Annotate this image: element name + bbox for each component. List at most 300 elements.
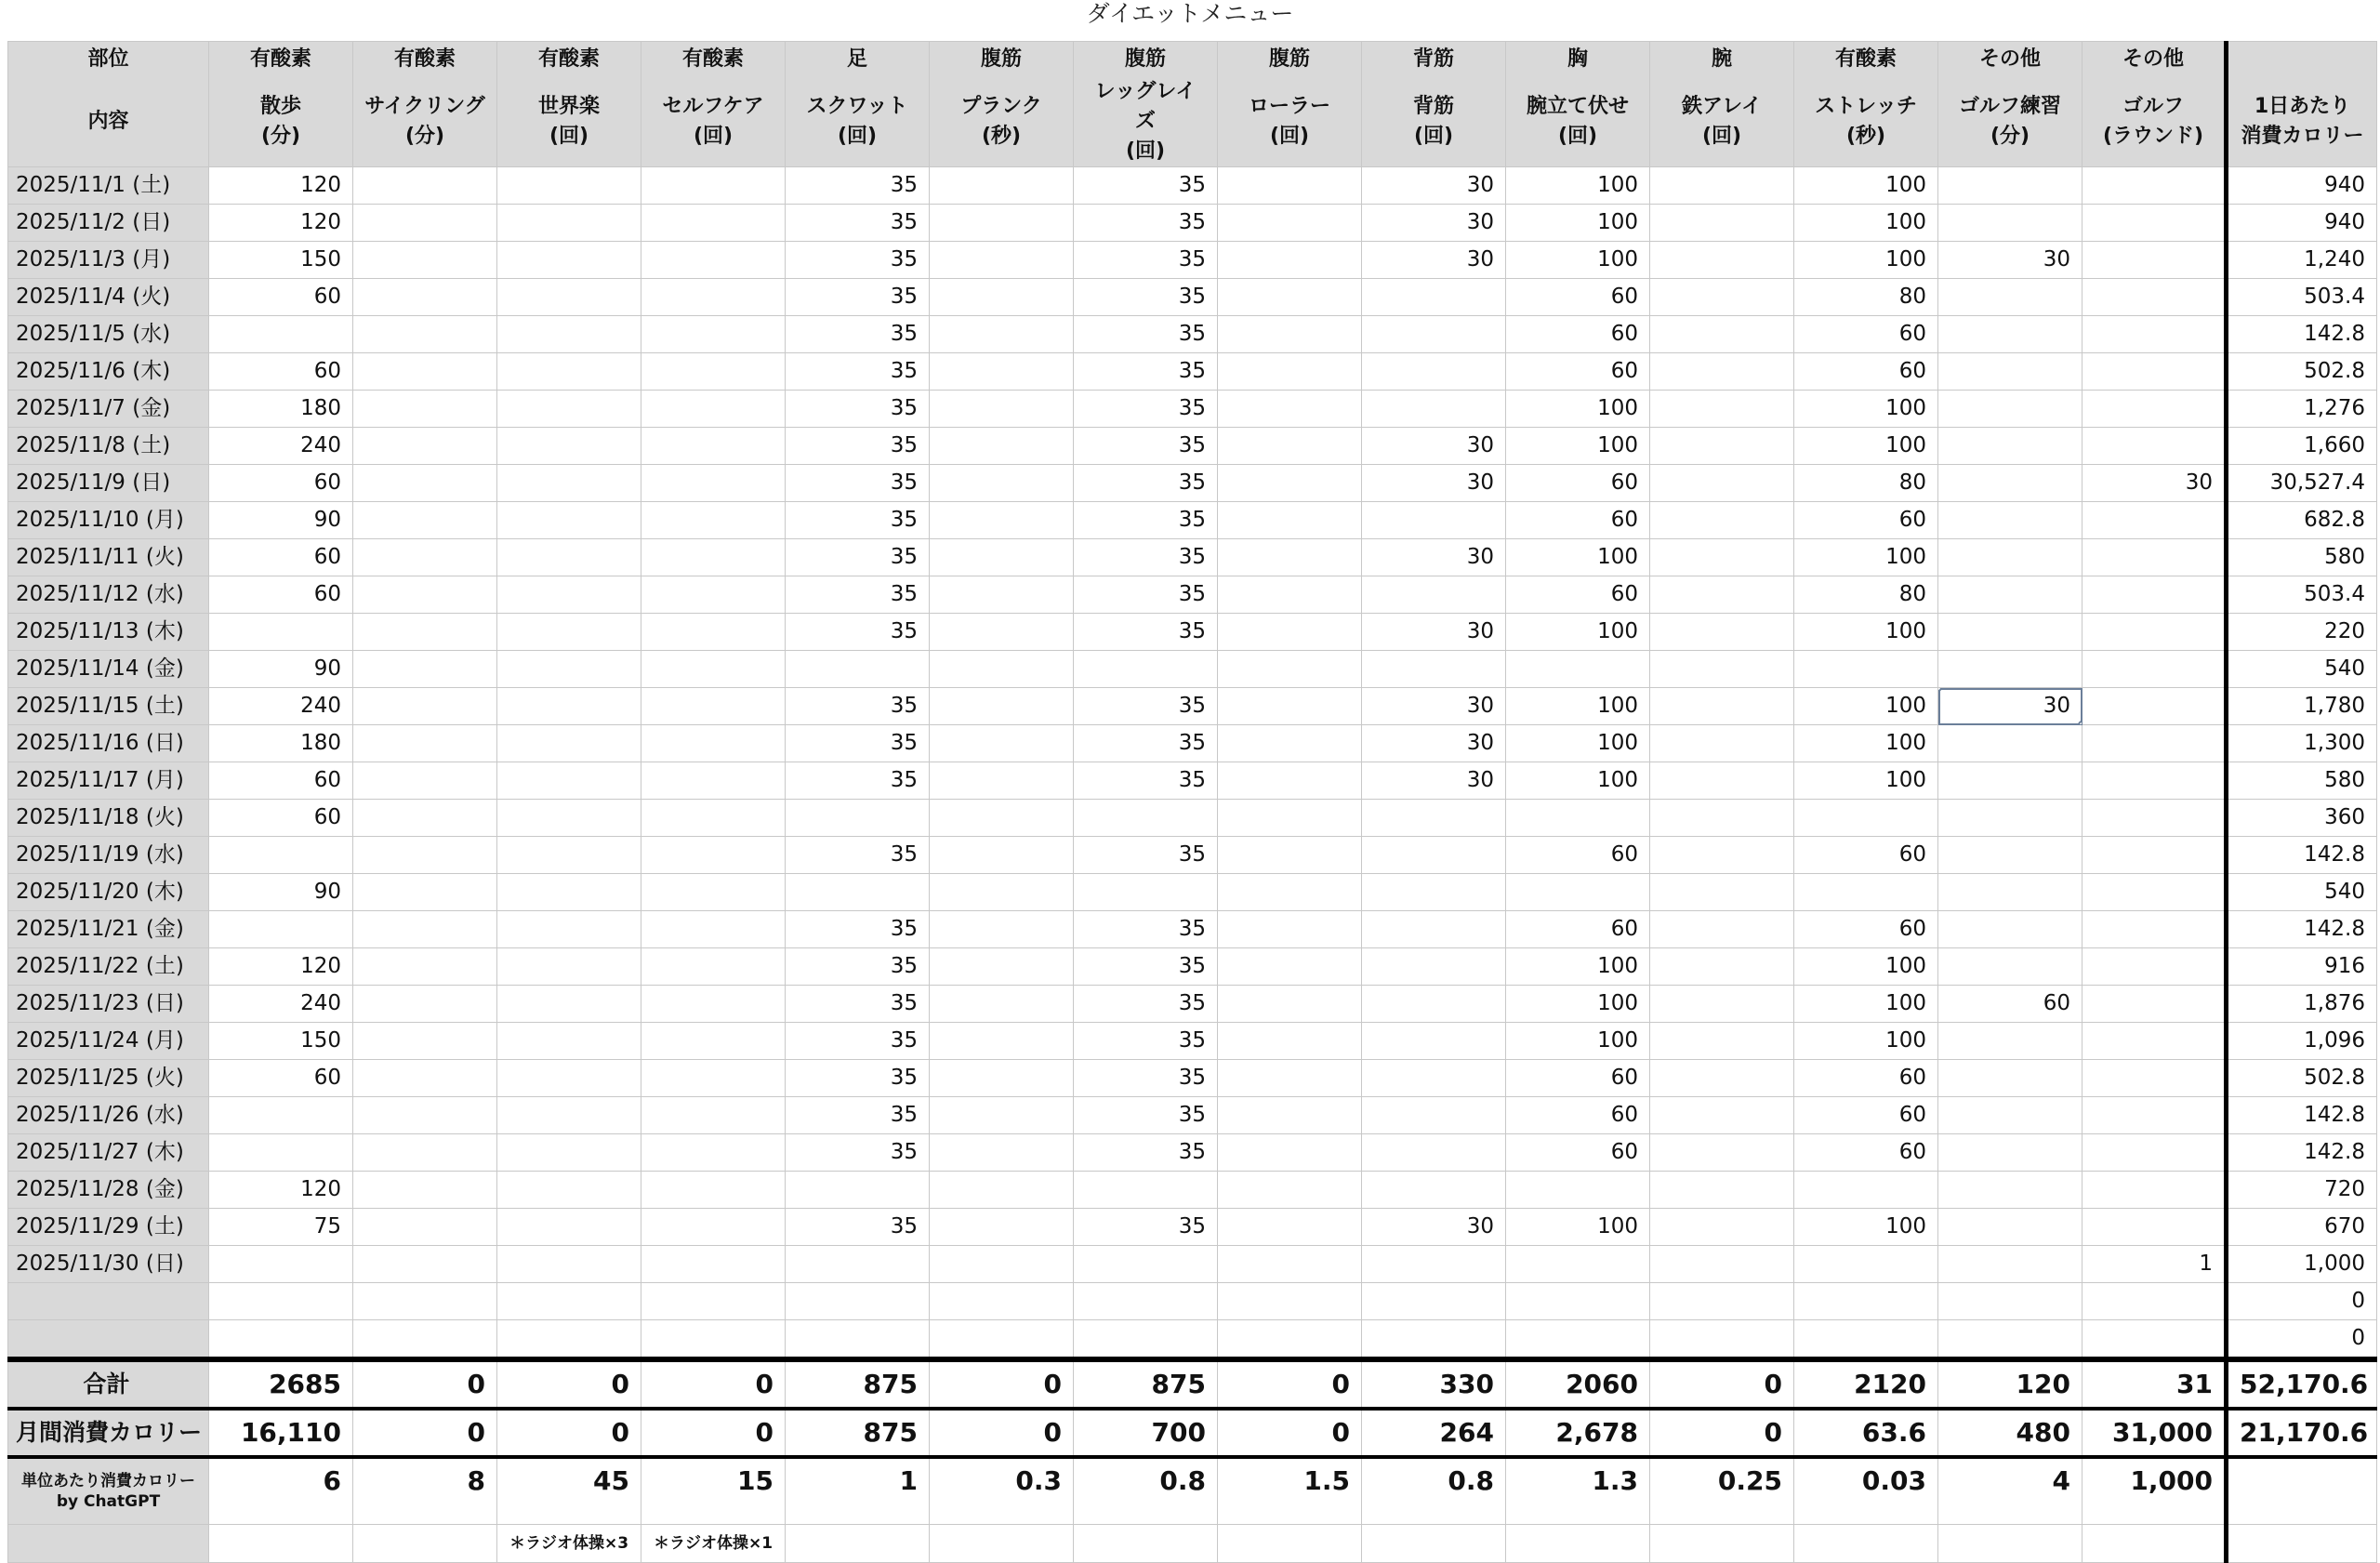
daily-total-cell[interactable]: 220 xyxy=(2227,614,2377,651)
data-cell[interactable]: 35 xyxy=(786,167,930,205)
data-cell[interactable] xyxy=(1794,800,1938,837)
data-cell[interactable]: 60 xyxy=(1506,316,1650,353)
selection-handle-start[interactable] xyxy=(1938,688,1943,693)
data-cell[interactable] xyxy=(1218,1209,1362,1246)
data-cell[interactable]: 240 xyxy=(209,688,353,725)
header-category[interactable]: 有酸素 xyxy=(353,42,497,78)
note-cell[interactable]: ＊ラジオ体操×1 xyxy=(641,1525,786,1563)
data-cell[interactable]: 100 xyxy=(1506,725,1650,762)
data-cell[interactable] xyxy=(497,1320,641,1360)
data-cell[interactable]: 100 xyxy=(1506,948,1650,986)
data-cell[interactable] xyxy=(1362,316,1506,353)
data-cell[interactable] xyxy=(1650,1134,1794,1172)
data-cell[interactable] xyxy=(1362,576,1506,614)
data-cell[interactable] xyxy=(353,1283,497,1320)
monthly-cell[interactable]: 264 xyxy=(1362,1409,1506,1457)
data-cell[interactable]: 35 xyxy=(786,428,930,465)
data-cell[interactable] xyxy=(786,874,930,911)
data-cell[interactable]: 30 xyxy=(1362,428,1506,465)
data-cell[interactable] xyxy=(1938,353,2082,391)
data-cell[interactable] xyxy=(641,1320,786,1360)
monthly-cell[interactable]: 0 xyxy=(353,1409,497,1457)
data-cell[interactable] xyxy=(497,242,641,279)
data-cell[interactable] xyxy=(930,1097,1074,1134)
data-cell[interactable]: 35 xyxy=(786,353,930,391)
data-cell[interactable] xyxy=(641,1209,786,1246)
daily-total-cell[interactable]: 670 xyxy=(2227,1209,2377,1246)
data-cell[interactable] xyxy=(353,465,497,502)
daily-total-cell[interactable]: 142.8 xyxy=(2227,316,2377,353)
data-cell[interactable] xyxy=(2082,1320,2227,1360)
data-cell[interactable] xyxy=(1218,800,1362,837)
data-cell[interactable] xyxy=(1794,1246,1938,1283)
data-cell[interactable] xyxy=(1938,465,2082,502)
data-cell[interactable] xyxy=(2082,688,2227,725)
data-cell[interactable] xyxy=(930,576,1074,614)
data-cell[interactable] xyxy=(353,911,497,948)
monthly-cell[interactable]: 0 xyxy=(930,1409,1074,1457)
header-category[interactable]: 足 xyxy=(786,42,930,78)
data-cell[interactable] xyxy=(497,1283,641,1320)
note-cell[interactable] xyxy=(2082,1525,2227,1563)
data-cell[interactable] xyxy=(353,279,497,316)
monthly-cell[interactable]: 700 xyxy=(1074,1409,1218,1457)
date-cell[interactable]: 2025/11/4 (火) xyxy=(8,279,209,316)
data-cell[interactable] xyxy=(1074,874,1218,911)
data-cell[interactable]: 100 xyxy=(1794,688,1938,725)
unit-calories-cell[interactable]: 1,000 xyxy=(2082,1457,2227,1525)
data-cell[interactable] xyxy=(497,1246,641,1283)
data-cell[interactable] xyxy=(1218,428,1362,465)
data-cell[interactable]: 30 xyxy=(1362,465,1506,502)
data-cell[interactable] xyxy=(1938,800,2082,837)
data-cell[interactable] xyxy=(497,762,641,800)
data-cell[interactable] xyxy=(2082,316,2227,353)
data-cell[interactable] xyxy=(1362,800,1506,837)
data-cell[interactable] xyxy=(1650,1023,1794,1060)
data-cell[interactable] xyxy=(641,353,786,391)
data-cell[interactable] xyxy=(1218,167,1362,205)
data-cell[interactable] xyxy=(1938,1246,2082,1283)
unit-calories-cell[interactable]: 0.03 xyxy=(1794,1457,1938,1525)
data-cell[interactable] xyxy=(1074,800,1218,837)
data-cell[interactable] xyxy=(1650,242,1794,279)
data-cell[interactable] xyxy=(1650,651,1794,688)
header-category[interactable]: 腹筋 xyxy=(1218,42,1362,78)
data-cell[interactable]: 60 xyxy=(1506,1134,1650,1172)
data-cell[interactable] xyxy=(1218,502,1362,539)
date-cell[interactable]: 2025/11/13 (木) xyxy=(8,614,209,651)
data-cell[interactable] xyxy=(786,800,930,837)
data-cell[interactable] xyxy=(497,205,641,242)
data-cell[interactable] xyxy=(930,1209,1074,1246)
data-cell[interactable] xyxy=(1938,911,2082,948)
data-cell[interactable]: 35 xyxy=(786,316,930,353)
date-cell[interactable]: 2025/11/24 (月) xyxy=(8,1023,209,1060)
data-cell[interactable] xyxy=(1938,1172,2082,1209)
data-cell[interactable]: 35 xyxy=(1074,353,1218,391)
date-cell[interactable] xyxy=(8,1320,209,1360)
data-cell[interactable] xyxy=(1650,391,1794,428)
date-cell[interactable] xyxy=(8,1283,209,1320)
note-cell[interactable] xyxy=(353,1525,497,1563)
data-cell[interactable] xyxy=(2082,1209,2227,1246)
data-cell[interactable] xyxy=(1794,1172,1938,1209)
data-cell[interactable] xyxy=(1218,539,1362,576)
data-cell[interactable] xyxy=(1938,1023,2082,1060)
data-cell[interactable] xyxy=(497,688,641,725)
data-cell[interactable]: 60 xyxy=(209,762,353,800)
note-cell[interactable] xyxy=(1362,1525,1506,1563)
data-cell[interactable] xyxy=(1506,800,1650,837)
data-cell[interactable] xyxy=(930,1023,1074,1060)
data-cell[interactable] xyxy=(1218,205,1362,242)
data-cell[interactable] xyxy=(353,1320,497,1360)
data-cell[interactable] xyxy=(2082,948,2227,986)
daily-total-cell[interactable]: 1,096 xyxy=(2227,1023,2377,1060)
header-item[interactable]: 散歩 (分) xyxy=(209,77,353,167)
sum-cell[interactable]: 120 xyxy=(1938,1359,2082,1409)
data-cell[interactable]: 35 xyxy=(1074,948,1218,986)
data-cell[interactable] xyxy=(353,539,497,576)
data-cell[interactable] xyxy=(2082,651,2227,688)
data-cell[interactable] xyxy=(1218,614,1362,651)
unit-calories-cell[interactable]: 6 xyxy=(209,1457,353,1525)
date-cell[interactable]: 2025/11/6 (木) xyxy=(8,353,209,391)
header-label-content[interactable]: 内容 xyxy=(8,77,209,167)
data-cell[interactable]: 35 xyxy=(1074,316,1218,353)
daily-total-cell[interactable]: 142.8 xyxy=(2227,1097,2377,1134)
data-cell[interactable]: 100 xyxy=(1506,1209,1650,1246)
unit-calories-cell[interactable]: 0.25 xyxy=(1650,1457,1794,1525)
header-category[interactable]: 背筋 xyxy=(1362,42,1506,78)
date-cell[interactable]: 2025/11/18 (火) xyxy=(8,800,209,837)
sum-total-cell[interactable]: 52,170.6 xyxy=(2227,1359,2377,1409)
unit-calories-cell[interactable]: 1 xyxy=(786,1457,930,1525)
data-cell[interactable] xyxy=(930,948,1074,986)
data-cell[interactable]: 35 xyxy=(1074,391,1218,428)
data-cell[interactable] xyxy=(1362,986,1506,1023)
date-cell[interactable]: 2025/11/11 (火) xyxy=(8,539,209,576)
data-cell[interactable]: 35 xyxy=(1074,167,1218,205)
data-cell[interactable] xyxy=(497,1209,641,1246)
date-cell[interactable]: 2025/11/20 (木) xyxy=(8,874,209,911)
data-cell[interactable]: 100 xyxy=(1794,1023,1938,1060)
data-cell[interactable] xyxy=(2082,1134,2227,1172)
data-cell[interactable]: 35 xyxy=(1074,1097,1218,1134)
date-cell[interactable]: 2025/11/27 (木) xyxy=(8,1134,209,1172)
data-cell[interactable] xyxy=(930,837,1074,874)
data-cell[interactable]: 100 xyxy=(1506,614,1650,651)
date-cell[interactable]: 2025/11/10 (月) xyxy=(8,502,209,539)
data-cell[interactable] xyxy=(353,1023,497,1060)
data-cell[interactable] xyxy=(1218,1060,1362,1097)
data-cell[interactable] xyxy=(1938,948,2082,986)
data-cell[interactable]: 35 xyxy=(786,576,930,614)
daily-total-cell[interactable]: 580 xyxy=(2227,762,2377,800)
data-cell[interactable]: 60 xyxy=(1794,911,1938,948)
daily-total-cell[interactable]: 360 xyxy=(2227,800,2377,837)
data-cell[interactable] xyxy=(641,205,786,242)
data-cell[interactable] xyxy=(641,1023,786,1060)
data-cell[interactable] xyxy=(497,911,641,948)
data-cell[interactable]: 60 xyxy=(1506,911,1650,948)
data-cell[interactable]: 35 xyxy=(786,391,930,428)
date-cell[interactable]: 2025/11/25 (火) xyxy=(8,1060,209,1097)
daily-total-cell[interactable]: 503.4 xyxy=(2227,576,2377,614)
daily-total-cell[interactable]: 502.8 xyxy=(2227,353,2377,391)
data-cell[interactable] xyxy=(2082,725,2227,762)
data-cell[interactable] xyxy=(1362,911,1506,948)
data-cell[interactable] xyxy=(497,986,641,1023)
data-cell[interactable] xyxy=(353,874,497,911)
data-cell[interactable]: 100 xyxy=(1506,205,1650,242)
data-cell[interactable] xyxy=(930,205,1074,242)
data-cell[interactable] xyxy=(497,428,641,465)
data-cell[interactable]: 30 xyxy=(1362,688,1506,725)
data-cell[interactable]: 35 xyxy=(786,1209,930,1246)
data-cell[interactable] xyxy=(209,1134,353,1172)
header-category[interactable]: 有酸素 xyxy=(641,42,786,78)
data-cell[interactable]: 35 xyxy=(1074,205,1218,242)
data-cell[interactable] xyxy=(353,1097,497,1134)
data-cell[interactable]: 30 xyxy=(1362,1209,1506,1246)
data-cell[interactable]: 60 xyxy=(1506,279,1650,316)
header-item[interactable]: ストレッチ (秒) xyxy=(1794,77,1938,167)
data-cell[interactable] xyxy=(1938,725,2082,762)
daily-total-cell[interactable]: 1,000 xyxy=(2227,1246,2377,1283)
date-cell[interactable]: 2025/11/12 (水) xyxy=(8,576,209,614)
header-item[interactable]: ゴルフ (ラウンド) xyxy=(2082,77,2227,167)
data-cell[interactable]: 35 xyxy=(1074,279,1218,316)
data-cell[interactable] xyxy=(1938,614,2082,651)
selected-cell[interactable] xyxy=(1938,688,2082,725)
data-cell[interactable] xyxy=(497,391,641,428)
unit-calories-cell[interactable]: 1.5 xyxy=(1218,1457,1362,1525)
data-cell[interactable]: 90 xyxy=(209,651,353,688)
data-cell[interactable] xyxy=(1218,465,1362,502)
data-cell[interactable] xyxy=(641,614,786,651)
data-cell[interactable] xyxy=(353,1246,497,1283)
data-cell[interactable] xyxy=(1362,279,1506,316)
monthly-cell[interactable]: 2,678 xyxy=(1506,1409,1650,1457)
data-cell[interactable] xyxy=(497,651,641,688)
data-cell[interactable]: 80 xyxy=(1794,576,1938,614)
header-category[interactable]: その他 xyxy=(2082,42,2227,78)
date-cell[interactable]: 2025/11/7 (金) xyxy=(8,391,209,428)
data-cell[interactable] xyxy=(1650,1097,1794,1134)
data-cell[interactable] xyxy=(2082,167,2227,205)
data-cell[interactable] xyxy=(786,1172,930,1209)
diet-spreadsheet[interactable] xyxy=(7,41,2377,1563)
data-cell[interactable] xyxy=(930,800,1074,837)
data-cell[interactable] xyxy=(353,242,497,279)
data-cell[interactable] xyxy=(1938,316,2082,353)
data-cell[interactable] xyxy=(1650,167,1794,205)
header-item[interactable]: 鉄アレイ (回) xyxy=(1650,77,1794,167)
data-cell[interactable]: 30 xyxy=(1362,242,1506,279)
data-cell[interactable] xyxy=(641,465,786,502)
data-cell[interactable] xyxy=(1218,391,1362,428)
data-cell[interactable] xyxy=(497,948,641,986)
data-cell[interactable] xyxy=(2082,1283,2227,1320)
data-cell[interactable]: 90 xyxy=(209,874,353,911)
data-cell[interactable] xyxy=(1218,279,1362,316)
data-cell[interactable]: 35 xyxy=(786,762,930,800)
date-cell[interactable]: 2025/11/29 (土) xyxy=(8,1209,209,1246)
date-cell[interactable]: 2025/11/30 (日) xyxy=(8,1246,209,1283)
data-cell[interactable] xyxy=(1074,1320,1218,1360)
data-cell[interactable] xyxy=(353,986,497,1023)
data-cell[interactable] xyxy=(1938,762,2082,800)
data-cell[interactable] xyxy=(641,316,786,353)
sum-cell[interactable]: 31 xyxy=(2082,1359,2227,1409)
data-cell[interactable]: 75 xyxy=(209,1209,353,1246)
data-cell[interactable] xyxy=(641,911,786,948)
data-cell[interactable] xyxy=(1218,986,1362,1023)
data-cell[interactable] xyxy=(930,428,1074,465)
data-cell[interactable]: 120 xyxy=(209,167,353,205)
data-cell[interactable] xyxy=(641,428,786,465)
data-cell[interactable] xyxy=(497,167,641,205)
data-cell[interactable] xyxy=(1218,1246,1362,1283)
data-cell[interactable]: 80 xyxy=(1794,465,1938,502)
data-cell[interactable]: 240 xyxy=(209,428,353,465)
data-cell[interactable] xyxy=(353,614,497,651)
data-cell[interactable]: 60 xyxy=(209,353,353,391)
date-cell[interactable]: 2025/11/22 (土) xyxy=(8,948,209,986)
data-cell[interactable] xyxy=(353,762,497,800)
data-cell[interactable]: 35 xyxy=(1074,465,1218,502)
data-cell[interactable] xyxy=(2082,391,2227,428)
date-cell[interactable]: 2025/11/15 (土) xyxy=(8,688,209,725)
data-cell[interactable] xyxy=(1506,874,1650,911)
data-cell[interactable]: 100 xyxy=(1794,762,1938,800)
data-cell[interactable] xyxy=(1362,353,1506,391)
data-cell[interactable]: 100 xyxy=(1794,167,1938,205)
daily-total-cell[interactable]: 940 xyxy=(2227,205,2377,242)
data-cell[interactable]: 100 xyxy=(1794,391,1938,428)
data-cell[interactable] xyxy=(930,986,1074,1023)
note-cell[interactable] xyxy=(930,1525,1074,1563)
data-cell[interactable]: 35 xyxy=(1074,502,1218,539)
data-cell[interactable] xyxy=(1218,1023,1362,1060)
data-cell[interactable]: 35 xyxy=(786,725,930,762)
data-cell[interactable]: 60 xyxy=(1794,837,1938,874)
note-cell[interactable] xyxy=(786,1525,930,1563)
data-cell[interactable]: 60 xyxy=(1794,1134,1938,1172)
data-cell[interactable] xyxy=(641,688,786,725)
data-cell[interactable]: 60 xyxy=(209,465,353,502)
data-cell[interactable] xyxy=(1506,1172,1650,1209)
date-cell[interactable]: 2025/11/19 (水) xyxy=(8,837,209,874)
data-cell[interactable] xyxy=(497,539,641,576)
data-cell[interactable] xyxy=(2082,242,2227,279)
data-cell[interactable] xyxy=(2082,762,2227,800)
data-cell[interactable]: 60 xyxy=(209,539,353,576)
data-cell[interactable]: 35 xyxy=(1074,688,1218,725)
data-cell[interactable] xyxy=(641,762,786,800)
data-cell[interactable] xyxy=(930,762,1074,800)
data-cell[interactable] xyxy=(930,725,1074,762)
data-cell[interactable]: 60 xyxy=(1506,465,1650,502)
sum-cell[interactable]: 0 xyxy=(1218,1359,1362,1409)
data-cell[interactable] xyxy=(1218,1097,1362,1134)
daily-total-cell[interactable]: 0 xyxy=(2227,1320,2377,1360)
data-cell[interactable] xyxy=(1650,465,1794,502)
daily-total-cell[interactable]: 0 xyxy=(2227,1283,2377,1320)
data-cell[interactable] xyxy=(1218,688,1362,725)
header-daily-calories[interactable]: 1日あたり 消費カロリー xyxy=(2227,77,2377,167)
data-cell[interactable]: 35 xyxy=(1074,614,1218,651)
data-cell[interactable] xyxy=(497,800,641,837)
data-cell[interactable] xyxy=(497,1097,641,1134)
data-cell[interactable]: 120 xyxy=(209,205,353,242)
data-cell[interactable]: 30 xyxy=(1362,539,1506,576)
data-cell[interactable] xyxy=(1218,576,1362,614)
data-cell[interactable] xyxy=(930,688,1074,725)
data-cell[interactable] xyxy=(1506,1320,1650,1360)
data-cell[interactable]: 100 xyxy=(1506,539,1650,576)
data-cell[interactable] xyxy=(1650,986,1794,1023)
header-category[interactable]: 腹筋 xyxy=(1074,42,1218,78)
data-cell[interactable] xyxy=(1938,539,2082,576)
data-cell[interactable] xyxy=(1074,1283,1218,1320)
data-cell[interactable] xyxy=(353,1060,497,1097)
daily-total-cell[interactable]: 682.8 xyxy=(2227,502,2377,539)
data-cell[interactable]: 60 xyxy=(1506,576,1650,614)
data-cell[interactable] xyxy=(1938,391,2082,428)
data-cell[interactable]: 90 xyxy=(209,502,353,539)
data-cell[interactable]: 100 xyxy=(1506,688,1650,725)
header-item[interactable]: 背筋 (回) xyxy=(1362,77,1506,167)
data-cell[interactable]: 35 xyxy=(786,911,930,948)
data-cell[interactable]: 150 xyxy=(209,242,353,279)
data-cell[interactable] xyxy=(1362,1060,1506,1097)
data-cell[interactable]: 180 xyxy=(209,391,353,428)
data-cell[interactable]: 60 xyxy=(209,800,353,837)
data-cell[interactable]: 35 xyxy=(1074,986,1218,1023)
data-cell[interactable]: 100 xyxy=(1506,391,1650,428)
data-cell[interactable]: 35 xyxy=(1074,539,1218,576)
unit-calories-cell[interactable]: 0.8 xyxy=(1074,1457,1218,1525)
data-cell[interactable] xyxy=(1938,1320,2082,1360)
data-cell[interactable]: 100 xyxy=(1794,539,1938,576)
date-cell[interactable]: 2025/11/28 (金) xyxy=(8,1172,209,1209)
data-cell[interactable] xyxy=(497,1134,641,1172)
sum-cell[interactable]: 330 xyxy=(1362,1359,1506,1409)
data-cell[interactable] xyxy=(1218,1172,1362,1209)
data-cell[interactable]: 35 xyxy=(786,1023,930,1060)
header-category[interactable]: 有酸素 xyxy=(209,42,353,78)
data-cell[interactable]: 100 xyxy=(1506,167,1650,205)
data-cell[interactable]: 100 xyxy=(1506,242,1650,279)
daily-total-cell[interactable]: 720 xyxy=(2227,1172,2377,1209)
data-cell[interactable] xyxy=(1218,1320,1362,1360)
data-cell[interactable] xyxy=(353,1209,497,1246)
daily-total-cell[interactable]: 503.4 xyxy=(2227,279,2377,316)
data-cell[interactable] xyxy=(930,539,1074,576)
data-cell[interactable] xyxy=(497,576,641,614)
data-cell[interactable] xyxy=(1218,837,1362,874)
header-label-part[interactable]: 部位 xyxy=(8,42,209,78)
data-cell[interactable]: 60 xyxy=(209,1060,353,1097)
data-cell[interactable]: 100 xyxy=(1794,428,1938,465)
data-cell[interactable] xyxy=(1938,205,2082,242)
unit-calories-cell[interactable]: 0.8 xyxy=(1362,1457,1506,1525)
daily-total-cell[interactable]: 540 xyxy=(2227,874,2377,911)
data-cell[interactable]: 60 xyxy=(1506,502,1650,539)
